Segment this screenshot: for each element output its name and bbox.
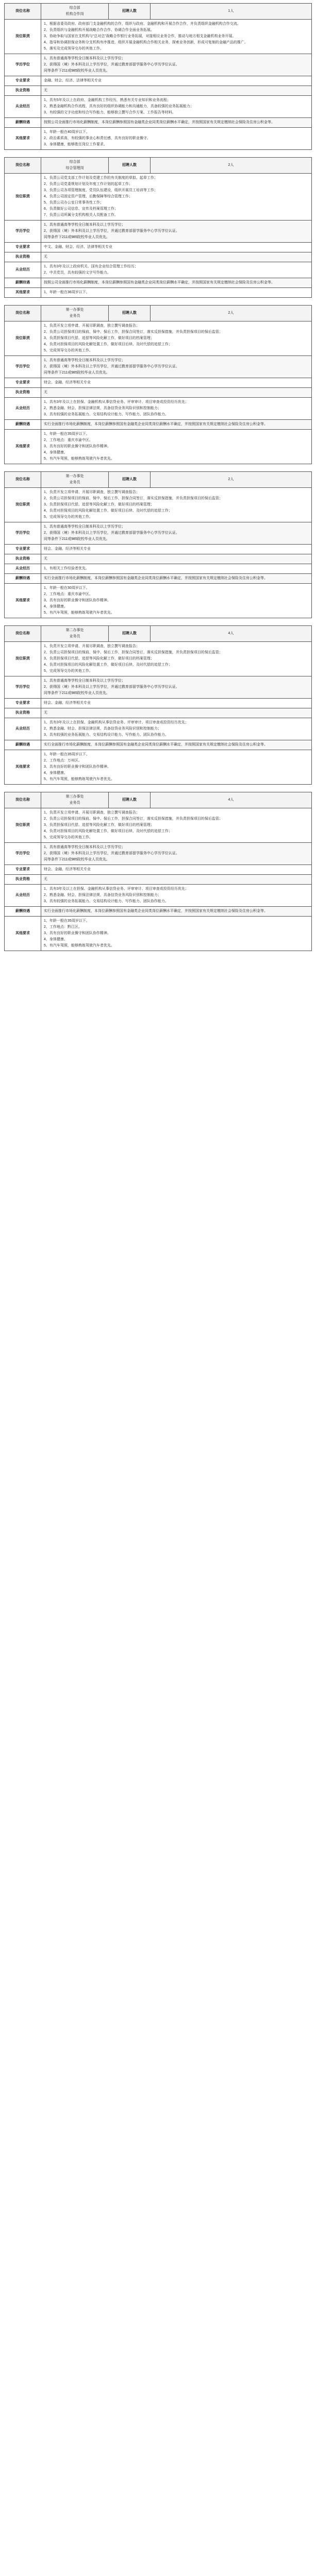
duties-line: 4、指导和协调担保业务和分支机构有序推进，组织开展金融机构合作相关业务，探索业务创新，形成可复制的金融产品的推广。: [44, 41, 248, 44]
education-line: 同等条件下211或985院校毕业人员优先。: [44, 691, 110, 695]
other-row: [5, 430, 312, 464]
position-table: [4, 792, 312, 951]
education-line: 1、具有普通高等学校全日制本科及以上学历学位；: [44, 845, 125, 849]
headcount-value: 2人: [151, 472, 312, 488]
duties-row: [5, 321, 312, 356]
salary-line: 实行全面推行市场化薪酬制度，本岗位薪酬参照国有金融类企业同类岗位薪酬水平确定，并按照国家有关规定缴纳社会保险及住房公积金等。: [44, 909, 268, 913]
experience-row: [5, 885, 312, 907]
duties-line: 2、负责公司党委规划计划及年度工作计划的起草工作；: [44, 182, 132, 186]
other-label: 其他要求: [5, 750, 41, 785]
duties-line: 4、负责对担保项目的风险化解处置工作，做好项目后续、及时代偿的追偿工作；: [44, 829, 172, 833]
major-row: [5, 243, 312, 252]
other-line: 5、有汽车驾照，能够熟练驾驶汽车者优先。: [44, 611, 114, 615]
other-line: 1、年龄一般在30周岁以下。: [44, 586, 90, 590]
qualification-row: [5, 554, 312, 564]
headcount-label: 招聘人数: [109, 306, 151, 321]
headcount-value: 2人: [151, 306, 312, 321]
major-label: 专业要求: [5, 243, 41, 252]
other-label: 其他要求: [5, 917, 41, 951]
duties-line: 2、负责公司担保项目的保前、保中、保后工作，担保合同签订，落实反担保措施，并负责担保项目的保后监管；: [44, 330, 223, 334]
other-line: 1、年龄一般在40周岁以下。: [44, 130, 90, 134]
other-line: 1、年龄一般在35周岁以下。: [44, 753, 90, 756]
qualification-row: [5, 86, 312, 96]
headcount-value: 4人: [151, 626, 312, 642]
qualification-row: [5, 252, 312, 262]
other-row: [5, 917, 312, 951]
position-name-value: 第二办事处 业务员: [41, 626, 109, 642]
other-requirements-cell: [41, 430, 312, 464]
duties-line: 1、根据省委及政府、政府部门支金融机构的合作，组织与政府、金融机构和开展合作合作，并负责组织金融机构合作交流。: [44, 22, 241, 26]
position-header-row: [5, 792, 312, 808]
salary-row: [5, 574, 312, 584]
salary-cell: [41, 740, 312, 750]
position-name-label: 岗位名称: [5, 158, 41, 174]
duties-line: 1、负责开发立项申请、开展尽职调查，独立撰写调查报告；: [44, 324, 140, 328]
salary-row: [5, 420, 312, 430]
experience-line: 3、有较强的文字功底和综合写作能力，能够独立撰写合作方案、工作报告等材料。: [44, 111, 176, 114]
qualification-row: [5, 708, 312, 718]
salary-label: 薪酬待遇: [5, 907, 41, 917]
experience-cell: [41, 96, 312, 118]
major-row: [5, 76, 312, 86]
duties-label: 岗位职责: [5, 321, 41, 356]
salary-cell: [41, 574, 312, 584]
education-line: 1、具有普通高等学校全日制本科及以上学历学位；: [44, 679, 125, 683]
experience-line: 3、具有较强的业务拓展能力、交易结构设计能力、写作能力、团队协作能力。: [44, 413, 169, 416]
duties-row: [5, 174, 312, 221]
headcount-label: 招聘人数: [109, 626, 151, 642]
major-cell: 财会、金融、经济等相关专业: [41, 865, 312, 875]
salary-label: 薪酬待遇: [5, 574, 41, 584]
duties-line: 5、完成领导交办的其他工作。: [44, 349, 93, 352]
major-label: 专业要求: [5, 378, 41, 388]
education-line: 1、具有普通高等学校全日制本科及以上学历学位；: [44, 57, 125, 60]
experience-row: [5, 398, 312, 420]
experience-row: [5, 564, 312, 574]
qualification-cell: 无: [41, 388, 312, 398]
duties-cell: [41, 808, 312, 843]
position-name-label: 岗位名称: [5, 792, 41, 808]
other-requirements-cell: [41, 750, 312, 785]
education-label: 学历学位: [5, 356, 41, 378]
other-line: 1、年龄一般在35周岁以下。: [44, 432, 90, 436]
position-table: [4, 625, 312, 785]
duties-line: 2、负责公司担保项目的保前、保中、保后工作，担保合同签订，落实反担保措施，并负责担保项目的保后监管；: [44, 497, 223, 500]
duties-line: 3、负责公司各项管理制度、党员队伍建设，组织开展员工培训等工作；: [44, 189, 158, 192]
other-line: 2、工作地点：黔江区。: [44, 925, 82, 929]
headcount-label: 招聘人数: [109, 472, 151, 488]
duties-line: 4、负责公司固定资产管理、后勤保障等综合管理工作；: [44, 195, 132, 198]
education-line: 2、获得国（境）外本科及以上学历学位，并通过教育部留学服务中心学历学位认证。: [44, 685, 179, 689]
duties-line: 3、负责担保项目代偿、追偿等风险化解工作，做好项目的档案管理；: [44, 503, 154, 506]
education-row: [5, 843, 312, 865]
duties-line: 3、协助争取与国家在支机构与“总对总”战略合作银行业务拓展，对接相应业务合作，推动与地方相支金融机构业务开展。: [44, 35, 236, 38]
salary-cell: [41, 278, 312, 288]
headcount-value: 4人: [151, 792, 312, 808]
position-name-value: 第一办事处 业务员: [41, 472, 109, 488]
qualification-row: [5, 875, 312, 885]
other-requirements-cell: [41, 917, 312, 951]
duties-line: 5、完成领导交办的其他工作。: [44, 669, 93, 673]
education-line: 同等条件下211或985院校毕业人员优先。: [44, 235, 110, 239]
duties-line: 4、负责对担保项目的风险化解处置工作，做好项目后续、及时代偿的追偿工作；: [44, 509, 172, 513]
qualification-cell: 无: [41, 708, 312, 718]
position-name-label: 岗位名称: [5, 306, 41, 321]
experience-line: 2、熟悉金融、财会、担保法律法规，具备信贷业务风险识别和控制能力；: [44, 406, 161, 410]
experience-line: 2、熟悉金融、财会、担保法律法规，具备信贷业务风险识别和控制能力；: [44, 727, 161, 731]
major-cell: 金融、财会、经济、法律等相关专业: [41, 76, 312, 86]
education-cell: [41, 522, 312, 545]
salary-label: 薪酬待遇: [5, 740, 41, 750]
experience-label: 从业经历: [5, 885, 41, 907]
experience-row: [5, 718, 312, 740]
duties-label: 岗位职责: [5, 642, 41, 676]
experience-line: 3、具有较强的业务拓展能力、交易结构设计能力、写作能力、团队协作能力。: [44, 900, 169, 903]
education-line: 同等条件下211或985院校毕业人员优先。: [44, 858, 110, 861]
other-line: 4、身体健康。: [44, 771, 68, 775]
other-requirements-cell: [41, 128, 312, 150]
education-line: 同等条件下211或985院校毕业人员优先。: [44, 69, 110, 73]
salary-label: 薪酬待遇: [5, 118, 41, 128]
position-header-row: [5, 626, 312, 642]
major-row: [5, 865, 312, 875]
education-cell: [41, 221, 312, 243]
other-line: 5、有汽车驾照，能够熟练驾驶汽车者优先。: [44, 457, 114, 461]
duties-cell: [41, 488, 312, 522]
other-line: 4、身体健康。: [44, 451, 68, 454]
experience-line: 2、中共党员，具有较强的文字写作能力。: [44, 271, 111, 275]
duties-line: 5、落实及完成领导交办的其他工作。: [44, 47, 104, 50]
duties-line: 2、负责公司担保项目的保前、保中、保后工作，担保合同签订，落实反担保措施，并负责担保项目的保后监管；: [44, 651, 223, 654]
experience-label: 从业经历: [5, 96, 41, 118]
duties-label: 岗位职责: [5, 488, 41, 522]
duties-line: 5、完成领导交办的其他工作。: [44, 836, 93, 839]
other-row: [5, 584, 312, 618]
experience-line: 1、有相关工作经验者优先。: [44, 567, 89, 570]
salary-line: 按照公司全面推行市场化薪酬制度，本岗位薪酬参照国有金融类企业同类岗位薪酬水平确定，并按照国家有关规定缴纳社会保险及住房公积金等。: [44, 281, 275, 284]
duties-line: 3、负责担保项目代偿、追偿等风险化解工作，做好项目的档案管理；: [44, 657, 154, 660]
duties-line: 1、负责开发立项申请、开展尽职调查，独立撰写调查报告；: [44, 811, 140, 815]
salary-line: 按照公司全面推行市场化薪酬制度，本岗位薪酬参照国有金融类企业同类岗位薪酬水平确定，并按照国家有关规定缴纳社会保险及住房公积金等。: [44, 121, 275, 124]
experience-row: [5, 262, 312, 278]
duties-line: 2、负责公司担保项目的保前、保中、保后工作，担保合同签订，落实反担保措施，并负责担保项目的保后监管；: [44, 817, 223, 821]
duties-line: 5、完成领导交办的其他工作。: [44, 515, 93, 519]
duties-cell: [41, 174, 312, 221]
duties-line: 1、负责公司党支部工作计划及党建工作的有关制度的草拟、起草工作；: [44, 176, 158, 180]
duties-line: 4、负责对担保项目的风险化解处置工作，做好项目后续、及时代偿的追偿工作；: [44, 343, 172, 346]
education-row: [5, 54, 312, 76]
major-label: 专业要求: [5, 699, 41, 708]
salary-cell: [41, 118, 312, 128]
education-label: 学历学位: [5, 522, 41, 545]
qualification-row: [5, 388, 312, 398]
education-line: 2、获得国（境）外本科及以上学历学位，并通过教育部留学服务中心学历学位认证。: [44, 63, 179, 66]
duties-row: [5, 808, 312, 843]
major-label: 专业要求: [5, 545, 41, 554]
major-cell: 财会、金融、经济等相关专业: [41, 545, 312, 554]
education-line: 1、具有普通高等学校全日制本科及以上学历学位；: [44, 525, 125, 529]
headcount-value: 2人: [151, 158, 312, 174]
major-row: [5, 378, 312, 388]
duties-label: 岗位职责: [5, 174, 41, 221]
other-requirements-cell: [41, 584, 312, 618]
other-line: 3、身体健康，能够胜任岗位工作要求。: [44, 143, 107, 146]
education-cell: [41, 676, 312, 699]
education-line: 2、获得国（境）外本科及以上学历学位，并通过教育部留学服务中心学历学位认证。: [44, 531, 179, 535]
salary-cell: [41, 420, 312, 430]
qualification-cell: 无: [41, 554, 312, 564]
position-name-value: 综合部 综合管理岗: [41, 158, 109, 174]
education-cell: [41, 356, 312, 378]
salary-row: [5, 907, 312, 917]
salary-row: [5, 278, 312, 288]
duties-label: 岗位职责: [5, 808, 41, 843]
duties-cell: [41, 642, 312, 676]
experience-cell: [41, 398, 312, 420]
other-line: 3、具有良好的职业操守和团队协作精神。: [44, 599, 111, 602]
education-line: 同等条件下211或985院校毕业人员优先。: [44, 537, 110, 541]
major-label: 专业要求: [5, 76, 41, 86]
other-line: 5、有汽车驾照，能够熟练驾驶汽车者优先。: [44, 777, 114, 781]
experience-label: 从业经历: [5, 564, 41, 574]
duties-cell: [41, 20, 312, 54]
position-header-row: [5, 158, 312, 174]
position-header-row: [5, 306, 312, 321]
duties-line: 3、负责担保项目代偿、追偿等风险化解工作，做好项目的档案管理；: [44, 336, 154, 340]
duties-cell: [41, 321, 312, 356]
other-line: 1、年龄一般在35周岁以下。: [44, 919, 90, 923]
salary-cell: [41, 907, 312, 917]
other-label: 其他要求: [5, 430, 41, 464]
education-row: [5, 522, 312, 545]
duties-line: 3、负责担保项目代偿、追偿等风险化解工作，做好项目的档案管理；: [44, 823, 154, 827]
qualification-cell: 无: [41, 86, 312, 96]
other-line: 3、具有良好的职业操守和团队协作精神。: [44, 765, 111, 769]
major-cell: 财会、金融、经济等相关专业: [41, 699, 312, 708]
duties-row: [5, 488, 312, 522]
qualification-cell: 无: [41, 252, 312, 262]
duties-line: 1、负责开发立项申请、开展尽职调查，独立撰写调查报告；: [44, 645, 140, 648]
qualification-label: 执业资格: [5, 252, 41, 262]
experience-line: 1、具有3年及以上在担保、金融机构从事信贷业务、评审审计、项目审查或投资经历优先；: [44, 721, 189, 724]
other-line: 3、具有良好的职业操守和团队协作精神。: [44, 931, 111, 935]
other-line: 3、具有良好的职业操守和团队协作精神。: [44, 445, 111, 448]
education-label: 学历学位: [5, 221, 41, 243]
education-label: 学历学位: [5, 54, 41, 76]
recruitment-document: [4, 0, 312, 961]
position-header-row: [5, 472, 312, 488]
major-row: [5, 545, 312, 554]
other-line: 2、工作地点：万州区。: [44, 759, 82, 762]
experience-row: [5, 96, 312, 118]
other-requirements-cell: [41, 288, 312, 298]
experience-line: 2、熟悉金融、财会、担保法律法规，具备信贷业务风险识别和控制能力；: [44, 893, 161, 897]
experience-line: 1、具有5年及以上在政府、金融机构工作经历，熟悉有关专业知识和业务流程；: [44, 98, 171, 102]
other-line: 2、工作地点：重庆市渝中区。: [44, 438, 93, 442]
qualification-label: 执业资格: [5, 86, 41, 96]
position-name-value: 第三办事处 业务员: [41, 792, 109, 808]
education-line: 同等条件下211或985院校毕业人员优先。: [44, 371, 110, 375]
duties-line: 1、负责开发立项申请、开展尽职调查，独立撰写调查报告；: [44, 490, 140, 494]
position-header-row: [5, 4, 312, 20]
duties-row: [5, 20, 312, 54]
qualification-label: 执业资格: [5, 554, 41, 564]
other-line: 2、工作地点：重庆市渝中区。: [44, 592, 93, 596]
education-row: [5, 356, 312, 378]
duties-line: 6、负责做好公司信息、宣传及档案管理工作；: [44, 207, 118, 211]
position-table: [4, 305, 312, 464]
headcount-label: 招聘人数: [109, 792, 151, 808]
experience-line: 1、具有3年及以上在担保、金融机构从事信贷业务、评审审计、项目审查或投资经历优先；: [44, 887, 189, 891]
duties-line: 2、负责组织与金融机构开展战略合作合作、协调合作全面业务拓展。: [44, 28, 154, 32]
salary-line: 实行全面推行市场化薪酬制度，本岗位薪酬参照国有金融类企业同类岗位薪酬水平确定，并按照国家有关规定缴纳社会保险及住房公积金等。: [44, 577, 268, 580]
experience-line: 1、具有3年及以上政府机关、国有企业综合管理工作经历；: [44, 265, 138, 268]
position-table: [4, 157, 312, 298]
position-table: [4, 471, 312, 618]
other-row: [5, 288, 312, 298]
education-line: 1、具有普通高等学校全日制本科及以上学历学位；: [44, 359, 125, 362]
education-line: 2、获得国（境）外本科及以上学历学位，并通过教育部留学服务中心学历学位认证。: [44, 365, 179, 368]
duties-row: [5, 642, 312, 676]
position-name-label: 岗位名称: [5, 4, 41, 20]
experience-line: 3、具有较强的业务拓展能力、交易结构设计能力、写作能力、团队协作能力。: [44, 733, 169, 737]
headcount-label: 招聘人数: [109, 158, 151, 174]
other-line: 2、政治素质高，有较强的事业心和责任感，具有良好的职业操守。: [44, 137, 151, 140]
duties-line: 7、负责公司所属分支机构相关人员配备工作。: [44, 213, 118, 217]
major-label: 专业要求: [5, 865, 41, 875]
salary-line: 实行全面推行市场化薪酬制度，本岗位薪酬参照国有金融类企业同类岗位薪酬水平确定，并按照国家有关规定缴纳社会保险及住房公积金等。: [44, 743, 268, 747]
major-row: [5, 699, 312, 708]
other-row: [5, 750, 312, 785]
experience-label: 从业经历: [5, 262, 41, 278]
qualification-label: 执业资格: [5, 708, 41, 718]
other-line: 1、年龄一般在36周岁以下。: [44, 291, 90, 294]
other-line: 4、身体健康。: [44, 938, 68, 941]
salary-label: 薪酬待遇: [5, 278, 41, 288]
other-label: 其他要求: [5, 128, 41, 150]
major-cell: 财会、金融、经济等相关专业: [41, 378, 312, 388]
salary-label: 薪酬待遇: [5, 420, 41, 430]
salary-row: [5, 118, 312, 128]
major-cell: 中文、金融、财会、经济、法律等相关专业: [41, 243, 312, 252]
experience-cell: [41, 885, 312, 907]
experience-line: 1、具有3年及以上在担保、金融机构从事信贷业务、评审审计、项目审查或投资经历优先；: [44, 400, 189, 404]
other-line: 5、有汽车驾照，能够熟练驾驶汽车者优先。: [44, 944, 114, 947]
education-label: 学历学位: [5, 843, 41, 865]
experience-cell: [41, 564, 312, 574]
position-name-label: 岗位名称: [5, 472, 41, 488]
experience-line: 2、熟悉金融机构合作流程，具有良好的组织协调能力和沟通能力，具备较强的业务拓展能力；: [44, 105, 194, 108]
education-label: 学历学位: [5, 676, 41, 699]
experience-cell: [41, 262, 312, 278]
qualification-cell: 无: [41, 875, 312, 885]
position-name-label: 岗位名称: [5, 626, 41, 642]
education-row: [5, 676, 312, 699]
duties-label: 岗位职责: [5, 20, 41, 54]
other-label: 其他要求: [5, 288, 41, 298]
experience-label: 从业经历: [5, 398, 41, 420]
education-line: 2、获得国（境）外本科及以上学历学位，并通过教育部留学服务中心学历学位认证。: [44, 229, 179, 233]
salary-row: [5, 740, 312, 750]
salary-line: 实行全面推行市场化薪酬制度，本岗位薪酬参照国有金融类企业同类岗位薪酬水平确定，并按照国家有关规定缴纳社会保险及住房公积金等。: [44, 422, 268, 426]
education-line: 1、具有普通高等学校全日制本科及以上学历学位；: [44, 223, 125, 227]
other-row: [5, 128, 312, 150]
headcount-label: 招聘人数: [109, 4, 151, 20]
headcount-value: 1人: [151, 4, 312, 20]
experience-label: 从业经历: [5, 718, 41, 740]
other-label: 其他要求: [5, 584, 41, 618]
position-name-value: 第一办事处 业务员: [41, 306, 109, 321]
position-table: [4, 3, 312, 150]
education-cell: [41, 54, 312, 76]
duties-line: 4、负责对担保项目的风险化解处置工作，做好项目后续、及时代偿的追偿工作；: [44, 663, 172, 667]
education-line: 2、获得国（境）外本科及以上学历学位，并通过教育部留学服务中心学历学位认证。: [44, 852, 179, 855]
qualification-label: 执业资格: [5, 875, 41, 885]
education-cell: [41, 843, 312, 865]
experience-cell: [41, 718, 312, 740]
qualification-label: 执业资格: [5, 388, 41, 398]
other-line: 4、身体健康。: [44, 605, 68, 608]
position-name-value: 综合部 机构合作岗: [41, 4, 109, 20]
duties-line: 5、负责公司办公室日常事务性工作；: [44, 201, 104, 205]
education-row: [5, 221, 312, 243]
